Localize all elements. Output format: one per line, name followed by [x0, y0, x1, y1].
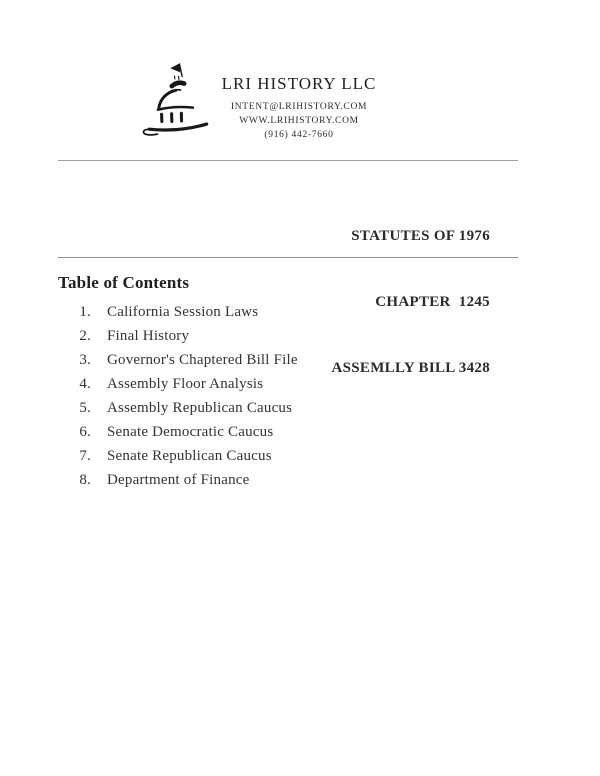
- toc-item-label: Final History: [107, 328, 190, 344]
- toc-item: [58, 472, 478, 496]
- letterhead: [213, 74, 385, 142]
- toc-item-label: California Session Laws: [107, 304, 259, 320]
- chapter-line: CHAPTER 1245: [375, 294, 490, 310]
- toc-item-label: Governor's Chaptered Bill File: [107, 352, 298, 368]
- divider-top: [58, 160, 518, 161]
- toc-item: [58, 400, 478, 424]
- toc-item-label: Department of Finance: [107, 472, 250, 488]
- company-website: WWW.LRIHISTORY.COM: [239, 116, 359, 126]
- toc-item-number: 7.: [79, 448, 91, 464]
- capitol-dome-logo-icon: [138, 60, 220, 142]
- company-name: LRI HISTORY LLC: [221, 74, 377, 93]
- company-email: INTENT@LRIHISTORY.COM: [230, 102, 368, 112]
- toc-item: [58, 304, 478, 328]
- toc-item: [58, 424, 478, 448]
- toc-item-label: Senate Republican Caucus: [107, 448, 272, 464]
- toc-item-number: 1.: [79, 304, 91, 320]
- toc-item-number: 8.: [79, 472, 91, 488]
- toc-item-number: 4.: [79, 376, 91, 392]
- toc-item-number: 6.: [79, 424, 91, 440]
- toc-item-label: Assembly Floor Analysis: [107, 376, 264, 392]
- toc-item: [58, 448, 478, 472]
- toc-item: [58, 376, 478, 400]
- toc-item-number: 3.: [79, 352, 91, 368]
- divider-bottom: [58, 257, 518, 258]
- assembly-bill-line: ASSEMLLY BILL 3428: [331, 360, 490, 376]
- company-phone: (916) 442-7660: [264, 130, 334, 140]
- toc-item-label: Senate Democratic Caucus: [107, 424, 274, 440]
- toc-item: [58, 352, 478, 376]
- statutes-year-line: STATUTES OF 1976: [351, 228, 490, 244]
- toc-title: Table of Contents: [58, 273, 190, 292]
- toc-item: [58, 328, 478, 352]
- toc-item-number: 2.: [79, 328, 91, 344]
- toc-list: [58, 304, 478, 496]
- toc-item-label: Assembly Republican Caucus: [107, 400, 293, 416]
- toc-item-number: 5.: [79, 400, 91, 416]
